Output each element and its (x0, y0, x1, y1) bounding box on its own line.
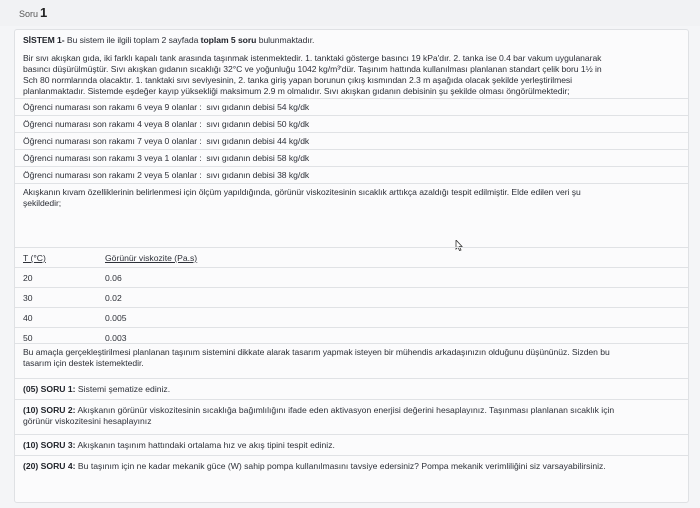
question-item-text: Bu taşınım için ne kadar mekanik güce (W) sahip pompa kullanılmasını tavsiye edersiniz? Pompa mekanik verimliliğini siz varsayabilirsiniz. (75, 461, 606, 471)
question-item (15, 455, 688, 478)
table-cell-temperature: 50 (23, 333, 33, 343)
table-cell-temperature: 30 (23, 293, 33, 303)
flow-option-row (15, 132, 688, 149)
system-title: SİSTEM 1- (23, 35, 65, 45)
table-header-row (15, 247, 688, 267)
table-row (15, 267, 688, 287)
table-cell-viscosity: 0.06 (105, 273, 122, 283)
flow-option-condition: Öğrenci numarası son rakamı 6 veya 9 olanlar : (23, 102, 202, 112)
paragraph-line: basıncı düşürülmüştür. Sıvı akışkan gıdanın sıcaklığı 32°C ve yoğunluğu 1042 kg/m³'dür. Taşınım hattında kullanılması planlanan standart çelik boru 1½ in (23, 64, 602, 74)
closing-line: Bu amaçla gerçekleştirilmesi planlanan taşınım sistemini dikkate alarak tasarım yapmak isteyen bir mühendis arkadaşınızın olduğunu düşününüz. Sizden bu (23, 347, 610, 357)
viscosity-intro (15, 183, 688, 220)
table-cell-temperature: 40 (23, 313, 33, 323)
question-item-label: (10) SORU 3: (23, 440, 76, 450)
flow-option-row (15, 98, 688, 115)
flow-option-value: sıvı gıdanın debisi 44 kg/dk (206, 136, 310, 146)
viscosity-intro-line: şekildedir; (23, 198, 62, 208)
table-cell-temperature: 20 (23, 273, 33, 283)
question-header (0, 0, 700, 26)
flow-option-condition: Öğrenci numarası son rakamı 3 veya 1 olanlar : (23, 153, 202, 163)
viscosity-intro-line: Akışkanın kıvam özelliklerinin belirlenmesi için ölçüm yapıldığında, görünür viskozitesinin sıcaklık arttıkça azaldığı tespit edilmiştir. Elde edilen veri şu (23, 187, 581, 197)
system-title-line (23, 35, 314, 45)
paragraph-line: Sch 80 normlarında olacaktır. 1. tanktaki sıvı seviyesinin, 2. tanka giriş yapan borunun çıkış kısmından 2.3 m aşağıda olacak şekilde yerleştirilmesi (23, 75, 573, 85)
closing-paragraph (15, 343, 688, 378)
flow-option-row (15, 115, 688, 132)
question-label: Soru (19, 9, 39, 19)
question-item-text: Akışkanın görünür viskozitesinin sıcaklığa bağımlılığını ifade eden aktivasyon enerjisi değerini hesaplayınız. Taşınması planlanan sıcaklık için (75, 405, 615, 415)
flow-option-condition: Öğrenci numarası son rakamı 2 veya 5 olanlar : (23, 170, 202, 180)
table-cell-viscosity: 0.02 (105, 293, 122, 303)
table-row (15, 307, 688, 327)
flow-option-row (15, 166, 688, 183)
question-item-text: Akışkanın taşınım hattındaki ortalama hız ve akış tipini tespit ediniz. (75, 440, 335, 450)
question-item-text: Sistemi şematize ediniz. (75, 384, 171, 394)
flow-option-row (15, 149, 688, 166)
flow-option-value: sıvı gıdanın debisi 50 kg/dk (206, 119, 310, 129)
paragraph-line: Bir sıvı akışkan gıda, iki farklı kapalı tank arasında taşınmak istenmektedir. 1. tanktaki gösterge basıncı 19 kPa'dır. 2. tanka ise 0.4 bar vakum uygulanarak (23, 53, 602, 63)
table-header-viscosity: Görünür viskozite (Pa.s) (105, 253, 198, 263)
question-item-label: (10) SORU 2: (23, 405, 76, 415)
question-item-label: (20) SORU 4: (23, 461, 76, 471)
question-number: 1 (40, 5, 48, 20)
system-total-questions: toplam 5 soru (200, 35, 257, 45)
question-item (15, 399, 688, 434)
question-item (15, 378, 688, 399)
flow-option-condition: Öğrenci numarası son rakamı 7 veya 0 olanlar : (23, 136, 202, 146)
table-row (15, 287, 688, 307)
table-header-temperature: T (°C) (23, 253, 46, 263)
question-content (14, 29, 689, 503)
closing-line: tasarım için destek istemektedir. (23, 358, 144, 368)
question-item-label: (05) SORU 1: (23, 384, 76, 394)
system-text-2: bulunmaktadır. (256, 35, 315, 45)
flow-option-value: sıvı gıdanın debisi 58 kg/dk (206, 153, 310, 163)
system-text-1: Bu sistem ile ilgili toplam 2 sayfada (66, 35, 201, 45)
paragraph-line: planlanmaktadır. Sistemde eşdeğer kayıp yüksekliği maksimum 2.9 m olmalıdır. Sıvı akışkan gıdanın debisinin şu şekilde olması öngörülmektedir; (23, 86, 570, 96)
flow-option-value: sıvı gıdanın debisi 54 kg/dk (206, 102, 310, 112)
question-item (15, 434, 688, 455)
flow-option-value: sıvı gıdanın debisi 38 kg/dk (206, 170, 310, 180)
table-cell-viscosity: 0.005 (105, 313, 127, 323)
flow-option-condition: Öğrenci numarası son rakamı 4 veya 8 olanlar : (23, 119, 202, 129)
table-cell-viscosity: 0.003 (105, 333, 127, 343)
question-item-continuation: görünür viskozitesini hesaplayınız (23, 416, 152, 426)
